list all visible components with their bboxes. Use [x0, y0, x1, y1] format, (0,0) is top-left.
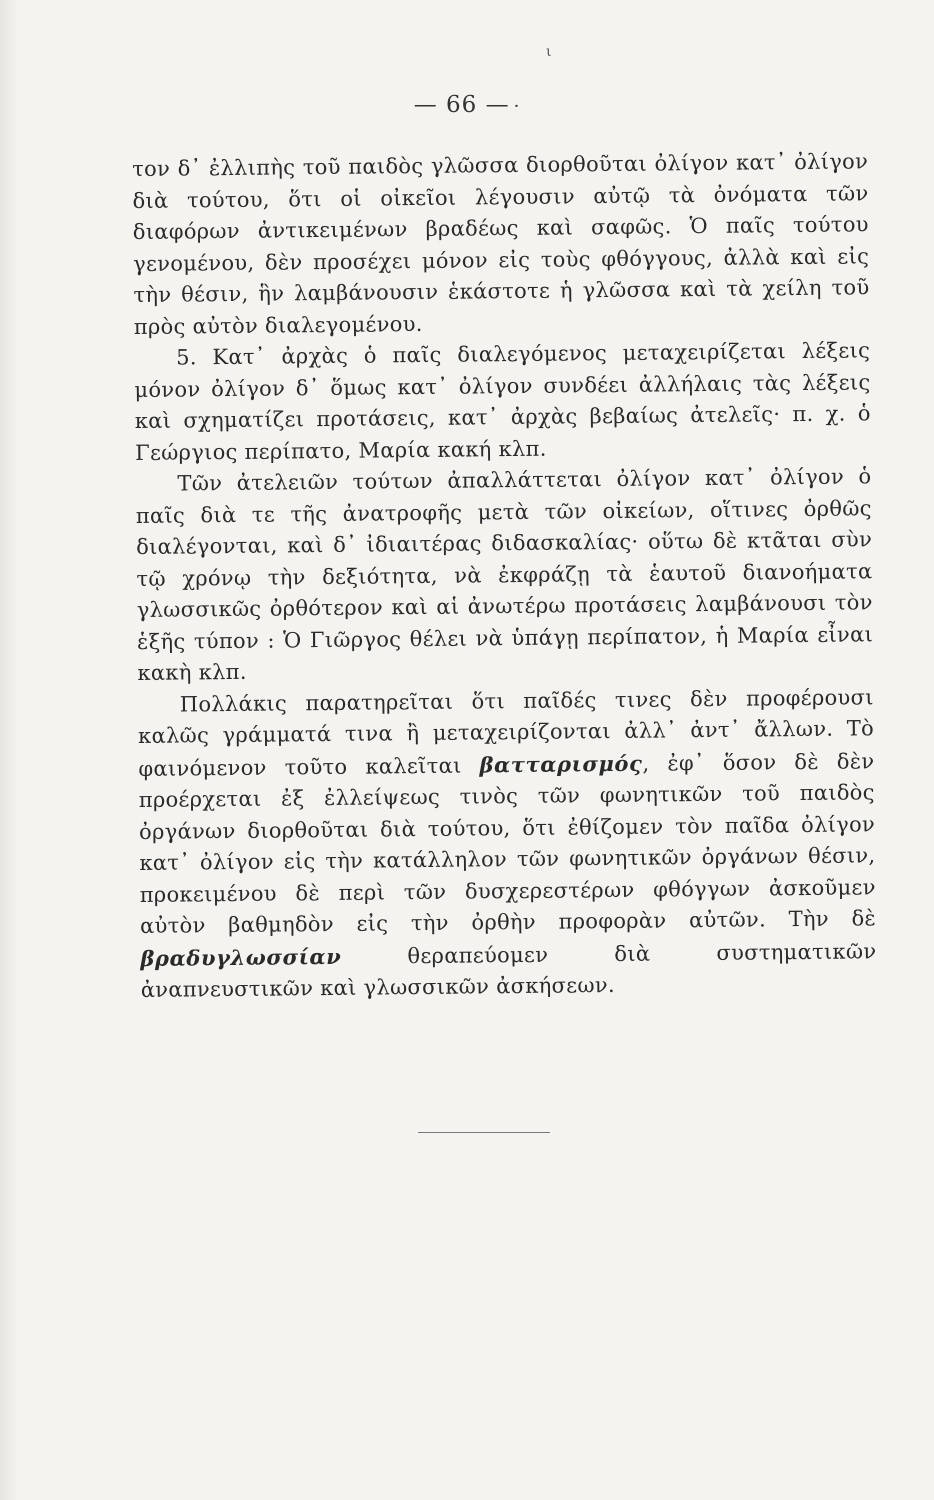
paragraph-stammering-middle: , ἐφ᾽ ὅσον δὲ δὲν προέρχεται ἐξ ἐλλείψεως τινὸς τῶν φωνητικῶν τοῦ παιδὸς ὀργάνων διορθοῦται διὰ τούτου, ὅτι ἐθίζομεν τὸν παῖδα ὀλίγον κατ᾽ ὀλίγον εἰς τὴν κατάλληλον τῶν φωνητικῶν ὀργάνων θέσιν, προκειμένου δὲ περὶ τῶν δυσχερεστέρων φθόγγων ἀσκοῦμεν αὐτὸν βαθμηδὸν εἰς τὴν ὀρθὴν προφορὰν αὐτῶν. Τὴν δὲ [138, 748, 877, 938]
term-battarismos: βατταρισμός [479, 750, 643, 777]
paragraph-stammering-intro: Πολλάκις παρατηρεῖται ὅτι παῖδές τινες δὲν προφέρουσι καλῶς γράμματά τινα ἢ μεταχειρίζονται ἀλλ᾽ ἀντ᾽ ἄλλων. Τὸ φαινόμενον τοῦτο καλεῖται [137, 684, 875, 781]
print-mark: ι [546, 44, 552, 60]
paragraph-continuation: τον δ᾽ ἐλλιπὴς τοῦ παιδὸς γλῶσσα διορθοῦται ὀλίγον κατ᾽ ὀλίγον διὰ τούτου, ὅτι οἱ οἰκεῖοι λέγουσιν αὐτῷ τὰ ὀνόματα τῶν διαφόρων ἀντικειμένων βραδέως καὶ σαφῶς. Ὁ παῖς τούτου γενομένου, δὲν προσέχει μόνον εἰς τοὺς φθόγγους, ἀλλὰ καὶ εἰς τὴν θέσιν, ἣν λαμβάνουσιν ἑκάστοτε ἡ γλῶσσα καὶ τὰ χείλη τοῦ πρὸς αὐτὸν διαλεγομένου. [132, 149, 870, 339]
paragraph-imperfections: Τῶν ἀτελειῶν τούτων ἀπαλλάττεται ὀλίγον κατ᾽ ὀλίγον ὁ παῖς διὰ τε τῆς ἀνατροφῆς μετὰ τῶν οἰκείων, οἵτινες ὀρθῶς διαλέγονται, καὶ δ᾽ ἰδιαιτέρας διδασκαλίας· οὕτω δὲ κτᾶται σὺν τῷ χρόνῳ τὴν δεξιότητα, νὰ ἐκφράζῃ τὰ ἑαυτοῦ διανοήματα γλωσσικῶς ὀρθότερον καὶ αἱ ἀνωτέρω προτάσεις λαμβάνουσι τὸν ἑξῆς τύπον : Ὁ Γιῶργος θέλει νὰ ὑπάγῃ περίπατον, ἡ Μαρία εἶναι κακὴ κλπ. [135, 464, 874, 685]
paragraph-stammering [138, 682, 877, 1007]
page-number-dot: · [513, 96, 521, 117]
section-divider [418, 1132, 550, 1133]
term-bradyglossia: βραδυγλωσσίαν [140, 943, 342, 971]
paragraph-stammering-end: θεραπεύομεν διὰ συστηματικῶν ἀναπνευστικῶν καὶ γλωσσικῶν ἀσκήσεων. [140, 938, 877, 1002]
page-number-text: — 66 — [413, 92, 510, 118]
paragraph-section-5: 5. Κατ᾽ ἀρχὰς ὁ παῖς διαλεγόμενος μεταχειρίζεται λέξεις μόνον ὀλίγον δ᾽ ὅμως κατ᾽ ὀλίγον συνδέει ἀλλήλαις τὰς λέξεις καὶ σχηματίζει προτάσεις, κατ᾽ ἀρχὰς βεβαίως ἀτελεῖς· π. χ. ὁ Γεώργιος περίπατο, Μαρία κακή κλπ. [134, 338, 871, 465]
body-text [132, 146, 877, 1006]
page-number [0, 92, 934, 118]
